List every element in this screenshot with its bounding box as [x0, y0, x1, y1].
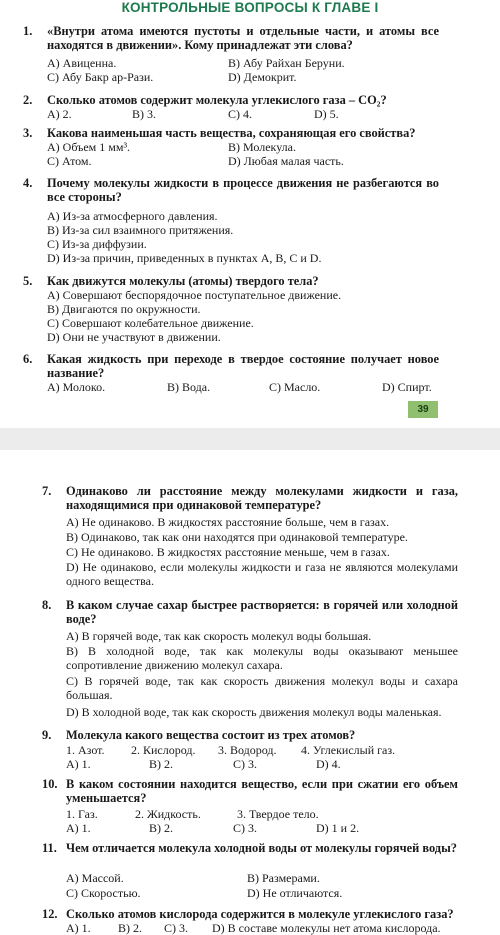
question-number: 4. — [23, 176, 33, 190]
item-3: 3. Водород. — [218, 743, 277, 757]
question-9 — [42, 728, 458, 742]
question-number: 11. — [42, 841, 57, 855]
option-a: А) Авиценна. — [47, 56, 117, 70]
option-a: А) 2. — [47, 107, 72, 121]
option-b: В) В холодной воде, так как молекулы воды оказывают меньшее сопротивление движению молекул сахара. — [66, 644, 458, 672]
option-d: D) Любая малая часть. — [228, 154, 344, 168]
option-b: В) Размерами. — [247, 871, 320, 885]
option-b: В) Двигаются по окружности. — [47, 302, 201, 316]
option-d: D) В холодной воде, так как скорость движения молекул воды маленькая. — [66, 705, 442, 719]
question-number: 8. — [42, 598, 52, 612]
item-2: 2. Жидкость. — [135, 807, 201, 821]
textbook-page-39 — [0, 0, 500, 428]
option-c: С) 4. — [228, 107, 252, 121]
question-10 — [42, 777, 458, 805]
question-number: 9. — [42, 728, 52, 742]
question-4 — [23, 176, 439, 204]
option-d: D) Не одинаково, если молекулы жидкости и газа не являются молекулами одного вещества. — [66, 560, 458, 588]
question-6 — [23, 352, 439, 380]
question-text: Какая жидкость при переходе в твердое состояние получает новое название? — [47, 352, 439, 380]
page-number-badge: 39 — [408, 401, 438, 418]
option-c: С) Совершают колебательное движение. — [47, 316, 254, 330]
question-text: Одинаково ли расстояние между молекулами жидкости и газа, находящимися при одинаковой температуре? — [66, 484, 458, 512]
question-text: Какова наименьшая часть вещества, сохраняющая его свойства? — [47, 126, 416, 140]
item-3: 3. Твердое тело. — [237, 807, 319, 821]
option-b: В) Из-за сил взаимного притяжения. — [47, 223, 234, 237]
item-1: 1. Азот. — [66, 743, 105, 757]
option-a: А) В горячей воде, так как скорость молекул воды большая. — [66, 629, 372, 643]
option-a: А) Из-за атмосферного давления. — [47, 209, 218, 223]
option-c: С) Скоростью. — [66, 886, 141, 900]
question-7 — [42, 484, 458, 512]
question-1 — [23, 24, 439, 52]
option-c: С) Абу Бакр ар-Рази. — [47, 70, 154, 84]
question-11 — [42, 841, 458, 855]
option-d: D) Спирт. — [382, 380, 432, 394]
question-number: 10. — [42, 777, 58, 791]
option-d: D) Они не участвуют в движении. — [47, 330, 221, 344]
option-b: В) 2. — [149, 757, 173, 771]
option-c: С) 3. — [164, 921, 188, 935]
option-c: С) Масло. — [269, 380, 321, 394]
option-c: С) Из-за диффузии. — [47, 237, 147, 251]
option-c: С) В горячей воде, так как скорость движения молекул воды и сахара большая. — [66, 674, 458, 702]
option-a: А) Массой. — [66, 871, 124, 885]
item-4: 4. Углекислый газ. — [301, 743, 396, 757]
question-2 — [23, 93, 439, 107]
chapter-title: КОНТРОЛЬНЫЕ ВОПРОСЫ К ГЛАВЕ I — [121, 0, 379, 15]
option-c: С) Не одинаково. В жидкостях расстояние меньше, чем в газах. — [66, 545, 390, 559]
option-a: А) Объем 1 мм³. — [47, 140, 131, 154]
option-a: А) 1. — [66, 757, 91, 771]
option-b: В) Одинаково, так как они находятся при одинаковой температуре. — [66, 530, 408, 544]
option-d: D) В составе молекулы нет атома кислорода. — [212, 921, 441, 935]
item-2: 2. Кислород. — [131, 743, 196, 757]
question-number: 3. — [23, 126, 33, 140]
question-text: Сколько атомов кислорода содержится в молекуле углекислого газа? — [66, 907, 454, 921]
option-b: В) 2. — [118, 921, 142, 935]
option-c: С) 3. — [233, 821, 257, 835]
question-text: Сколько атомов содержит молекула углекислого газа – CO₂? — [47, 93, 387, 107]
question-number: 12. — [42, 907, 58, 921]
question-number: 5. — [23, 274, 33, 288]
question-number: 6. — [23, 352, 33, 366]
question-12 — [42, 907, 458, 921]
question-text: В каком случае сахар быстрее растворяется: в горячей или холодной воде? — [66, 598, 458, 626]
option-d: D) Демокрит. — [228, 70, 297, 84]
option-a: А) Молоко. — [47, 380, 106, 394]
question-5 — [23, 274, 439, 288]
page-separator — [0, 428, 500, 450]
item-1: 1. Газ. — [66, 807, 98, 821]
question-text: Как движутся молекулы (атомы) твердого тела? — [47, 274, 319, 288]
textbook-page-40 — [0, 450, 500, 935]
option-b: В) 2. — [149, 821, 173, 835]
question-text: Почему молекулы жидкости в процессе движения не разбегаются во все стороны? — [47, 176, 439, 204]
question-text: Молекула какого вещества состоит из трех атомов? — [66, 728, 356, 742]
question-text: В каком состоянии находится вещество, если при сжатии его объем уменьшается? — [66, 777, 458, 805]
question-8 — [42, 598, 458, 626]
option-b: В) Абу Райхан Беруни. — [228, 56, 345, 70]
question-number: 1. — [23, 24, 33, 38]
option-b: В) Вода. — [167, 380, 211, 394]
option-a: А) Совершают беспорядочное поступательное движение. — [47, 288, 342, 302]
question-text: Чем отличается молекула холодной воды от молекулы горячей воды? — [66, 841, 457, 855]
question-3 — [23, 126, 439, 140]
option-d: D) Не отличаются. — [247, 886, 343, 900]
option-d: D) 4. — [316, 757, 341, 771]
option-b: В) Молекула. — [228, 140, 296, 154]
option-d: D) Из-за причин, приведенных в пунктах A, B, C и D. — [47, 251, 322, 265]
option-a: А) 1. — [66, 921, 91, 935]
question-number: 7. — [42, 484, 52, 498]
option-c: С) Атом. — [47, 154, 92, 168]
question-text: «Внутри атома имеются пустоты и отдельные части, и атомы все находятся в движении». Кому принадлежат эти слова? — [47, 24, 439, 52]
option-c: С) 3. — [233, 757, 257, 771]
option-a: А) 1. — [66, 821, 91, 835]
option-a: А) Не одинаково. В жидкостях расстояние больше, чем в газах. — [66, 515, 390, 529]
option-b: В) 3. — [132, 107, 156, 121]
question-number: 2. — [23, 93, 33, 107]
option-d: D) 1 и 2. — [316, 821, 360, 835]
option-d: D) 5. — [314, 107, 339, 121]
